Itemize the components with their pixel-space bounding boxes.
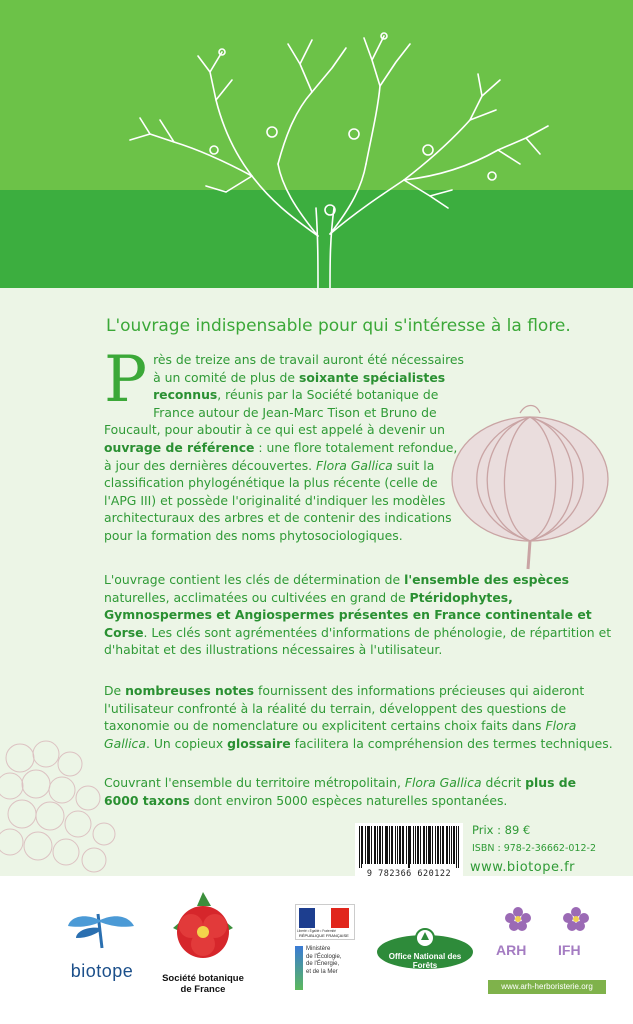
paragraph-coverage: Couvrant l'ensemble du territoire métropolitain, Flora Gallica décrit plus de 6000 taxons dont environ 5000 espèces naturelles spontanées. [104,775,577,808]
barcode-bar [362,826,363,864]
back-cover-content [0,288,633,876]
barcode-bar [418,826,419,864]
dragonfly-icon [62,908,142,956]
barcode-bar [365,826,366,864]
barcode-bar [410,826,411,864]
sbf-logo: Société botanique de France [158,888,248,1008]
barcode-bar [400,826,401,864]
ministry-logo: Liberté • Égalité • Fraternité RÉPUBLIQUE FRANÇAISE Ministère de l'Écologie, de l'Énergie, et de la Mer [295,904,359,1008]
barcode [355,823,463,876]
barcode-bar [426,826,427,864]
biotope-logo: biotope [62,908,142,978]
barcode-bar [368,826,369,864]
barcode-bar [415,826,416,864]
barcode-bar [438,826,439,864]
barcode-bar [456,826,457,868]
barcode-bar [367,826,368,864]
barcode-bar [449,826,450,864]
barcode-bar [391,826,392,864]
paragraph-notes: De nombreuses notes fournissent des informations précieuses qui aideront l'utilisateur confronté à la réalité du terrain, développent des questions de taxonomie ou de nomenclature ou explicitent certains choix faits dans Flora Gallica. Un copieux glossaire facilitera la compréhension des termes techniques. [104,683,613,751]
barcode-bar [382,826,383,864]
arh-website-link[interactable]: www.arh-herboristerie.org [488,980,606,994]
flower-icon [488,894,606,946]
barcode-bar [420,826,421,864]
barcode-bar [458,826,459,868]
barcode-bar [392,826,393,864]
barcode-bar [451,826,452,864]
barcode-bar [369,826,370,864]
barcode-bar [435,826,436,864]
barcode-bar [377,826,378,864]
barcode-bar [430,826,431,864]
barcode-bar [399,826,400,864]
partner-logos [0,876,633,1024]
barcode-bar [403,826,404,864]
barcode-bar [406,826,407,864]
arh-ifh-logo: ARH IFH www.arh-herboristerie.org [488,894,606,1004]
barcode-bar [385,826,386,864]
barcode-bar [397,826,398,864]
isbn: ISBN : 978-2-36662-012-2 [472,843,596,854]
barcode-bar [379,826,380,864]
barcode-bar [437,826,438,864]
barcode-bar [361,826,362,868]
barcode-bar [380,826,381,864]
barcode-bar [387,826,388,864]
barcode-bar [409,826,410,868]
barcode-bar [375,826,376,864]
barcode-bar [389,826,390,864]
onf-logo: Office National des Forêts [376,928,474,970]
drop-cap: P [104,343,148,417]
barcode-bar [453,826,454,864]
barcode-bar [423,826,424,864]
barcode-bar [374,826,375,864]
website-link[interactable]: www.biotope.fr [470,860,576,875]
fruit-illustration [440,393,620,573]
price: Prix : 89 € [472,823,531,837]
headline: L'ouvrage indispensable pour qui s'intéresse à la flore. [106,316,571,336]
tree-illustration [0,0,633,290]
paragraph-intro: Près de treize ans de travail auront été nécessaires à un comité de plus de soixante spécialistes reconnus, réunis par la Société botanique de France autour de Jean-Marc Tison et Bruno de Foucault, pour aboutir à ce qui est appelé à devenir un ouvrage de référence : une flore totalement refondue, à jour des dernières découvertes. Flora Gallica suit la classification phylogénétique la plus récente (celle de l'APG III) et possède l'originalité d'indiquer les modèles architecturaux des arbres et de contenir des indications pour la formation des noms phytosociologiques. [104,343,465,543]
barcode-bars [359,826,459,868]
barcode-bar [428,826,429,864]
barcode-bar [408,826,409,868]
barcode-bar [417,826,418,864]
barcode-bar [443,826,444,864]
barcode-number: 9 782366 620122 [366,869,452,876]
barcode-bar [447,826,448,864]
barcode-bar [402,826,403,864]
cell-illustration [0,718,120,876]
barcode-bar [424,826,425,864]
barcode-bar [454,826,455,864]
barcode-bar [442,826,443,864]
barcode-bar [413,826,414,864]
barcode-bar [432,826,433,864]
barcode-bar [359,826,360,868]
barcode-bar [429,826,430,864]
paragraph-keys: L'ouvrage contient les clés de détermination de l'ensemble des espèces naturelles, acclimatées ou cultivées en grand de Ptéridophytes, Gymnospermes et Angiospermes présentes en France continentale et Corse. Les clés sont agrémentées d'informations de phénologie, de répartition et d'habitat et des illustrations nécessaires à l'utilisateur. [104,572,612,658]
barcode-bar [371,826,372,864]
barcode-bar [440,826,441,864]
barcode-bar [395,826,396,864]
rose-icon [163,888,243,968]
barcode-bar [446,826,447,864]
barcode-bar [386,826,387,864]
